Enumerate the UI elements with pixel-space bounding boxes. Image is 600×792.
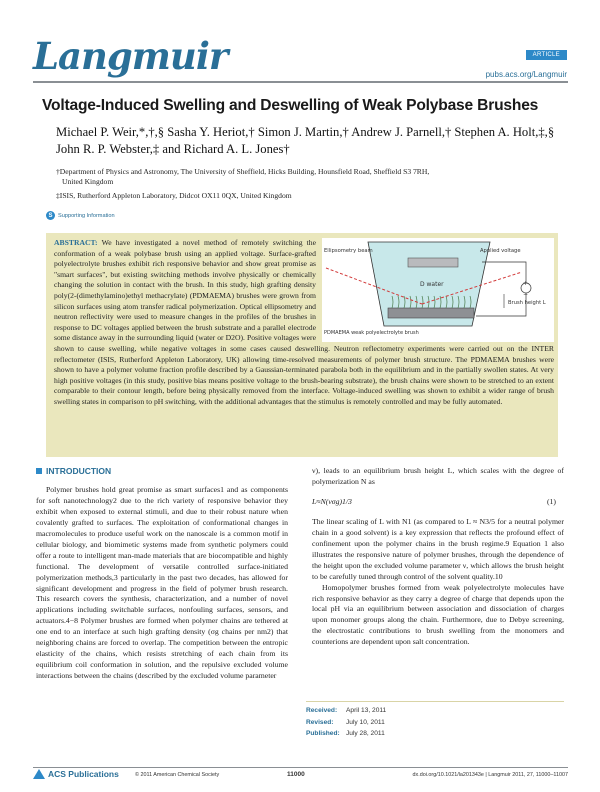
height-label: Brush height L xyxy=(508,300,546,306)
abstract-label: ABSTRACT: xyxy=(54,238,98,247)
intro-left-column xyxy=(36,466,288,682)
date-revised: Revised: July 10, 2011 xyxy=(306,718,385,726)
copyright: © 2011 American Chemical Society xyxy=(135,772,220,778)
plus-sign: + xyxy=(523,280,529,287)
footer-divider xyxy=(33,767,568,768)
equation-body: L≈N(νσg)1/3 xyxy=(312,496,352,506)
acs-logo-icon xyxy=(33,769,45,779)
section-heading-introduction: INTRODUCTION xyxy=(36,466,288,477)
abstract xyxy=(54,238,554,408)
authors-line-2: John R. P. Webster,‡ and Richard A. L. Jones† xyxy=(56,142,290,156)
article-type-badge: ARTICLE xyxy=(526,50,567,60)
voltage-label: Applied voltage xyxy=(480,248,521,254)
supporting-info-icon: S xyxy=(46,211,55,220)
intro-right-column xyxy=(312,466,564,648)
acs-publications-logo: ACS Publications xyxy=(33,769,119,779)
toc-diagram xyxy=(322,238,554,342)
water-label: D water xyxy=(420,281,444,288)
beam-label: Ellipsometry beam xyxy=(324,248,373,254)
intro-paragraph-3: The linear scaling of L with N1 (as compared to L ≈ N3/5 for a neutral polymer chain in a good solvent) is a key expression that reflects the profound effect of confinement upon the polymer chains in the brush regime.9 Equation 1 also illustrates the responsive nature of polymer brushes, through the dependence of the height upon the excluded volume parameter ν, which allows the brush height to be carefully tuned through control of the solvent quality.10 xyxy=(312,516,564,581)
author-list xyxy=(56,124,576,158)
intro-paragraph-2: ν), leads to an equilibrium brush height L, which scales with the degree of polymerization N as xyxy=(312,466,564,486)
article-title: Voltage-Induced Swelling and Deswelling of Weak Polybase Brushes xyxy=(42,97,539,114)
journal-url-link[interactable]: pubs.acs.org/Langmuir xyxy=(485,70,567,79)
date-published: Published: July 28, 2011 xyxy=(306,730,385,737)
affiliation-1: †Department of Physics and Astronomy, The University of Sheffield, Hicks Building, Hounsfield Road, Sheffield S3 7RH, xyxy=(56,167,430,176)
equation-1 xyxy=(312,488,564,517)
intro-paragraph-4: Homopolymer brushes formed from weak polyelectrolyte molecules have rich responsive behavior as they carry a degree of charge that depends upon the local pH via an equilibrium between association and dissociation of charges upon monomer groups along the chain. Furthermore, due to Debye screening, the electrostatic contributions to brush swelling from the monomers and counterions are dependent upon salt concentration. xyxy=(312,582,564,647)
affiliation-1-cont: United Kingdom xyxy=(62,177,114,186)
counter-electrode xyxy=(408,258,458,267)
page-number: 11000 xyxy=(287,771,305,778)
minus-sign: − xyxy=(523,291,529,298)
journal-title: Langmuir xyxy=(33,34,228,78)
doi-citation-link[interactable]: dx.doi.org/10.1021/la201343e | Langmuir 2011, 27, 11000–11007 xyxy=(412,772,568,778)
supporting-info-link[interactable] xyxy=(46,211,115,220)
affiliation-2: ‡ISIS, Rutherford Appleton Laboratory, Didcot OX11 0QX, United Kingdom xyxy=(56,191,292,200)
brush-label: PDMAEMA weak polyelectrolyte brush xyxy=(324,330,419,336)
date-received: Received: April 13, 2011 xyxy=(306,707,387,714)
authors-line-1: Michael P. Weir,*,†,§ Sasha Y. Heriot,† Simon J. Martin,† Andrew J. Parnell,† Stephen A. Holt,‡,§ xyxy=(56,125,555,139)
abstract-body: We have investigated a novel method of remotely switching the conformation of a weak polybase brush using an applied voltage. Surface-grafted polyelectrolyte brushes exhibit rich responsive behavior and show great promise as "smart surfaces", but existing switching methods involve physically or chemically changing the solution in contact with the brush. In this study, high grafting density poly(2-(dimethylamino)ethyl methacrylate) (PDMAEMA) brushes were grown from silicon surfaces using atom transfer radical polymerization. Optical ellipsometry and neutron reflectivity were used to measure changes in the profiles of the brushes in response to DC voltages applied between the brush substrate and a parallel electrode some distance away in the surrounding liquid (water or D2O). Positive voltages were shown to cause swelling, while negative voltages in some cases caused deswelling. Neutron reflectometry experiments were carried out on the INTER reflectometer (ISIS, Rutherford Appleton Laboratory, UK) allowing time-resolved measurements of polymer brush structure. The PDMAEMA brushes were shown to have a polymer volume fraction profile described by a Gaussian-terminated parabola both in the equilibrium and in the partially swollen states. At very high positive voltages (in this study, positive bias means positive voltage to the brush-bearing substrate), the brush chains were shown to be stretched to an extent comparable to their contour length, before being physically removed from the interface. Voltage-induced swelling was shown to exhibit a wider range of brush swelling states in comparison to pH switching, with the additional advantages that the stimulus is remotely controlled and may be fully automated. xyxy=(54,238,554,406)
toc-graphic xyxy=(322,238,554,342)
publication-dates xyxy=(306,701,564,740)
silicon-substrate xyxy=(388,308,474,318)
equation-number: (1) xyxy=(546,496,556,506)
supporting-info-label: Supporting Information xyxy=(58,212,115,219)
header-divider xyxy=(33,81,568,83)
section-bullet-icon xyxy=(36,468,42,474)
intro-paragraph-1: Polymer brushes hold great promise as smart surfaces1 and as components for soft nanotechnology2 due to the rich variety of responsive behavior they exhibit when exposed to external stimuli, and due to their robust nature when covalently grafted to surfaces. The exploitation of conformational changes in macromolecules to produce useful work on the nanoscale is a common motif in cellular biology, and biomimetic systems made from synthetic polymers could offer a route to intelligent man-made materials that are biocompatible and highly functional. The development of versatile controlled surface-initiated polymerization methods,3 particularly in the past two decades, has allowed for significant development and progress in the field of polymer brush research. This research covers the synthesis, characterization, and a number of novel applications including switchable surfaces, nonfouling surfaces, sensors, and actuators.4−8 Polymer brushes are formed when polymer chains are tethered at one end to an interface at such high grafting density (σg chains per nm2) that neighboring chains are forced to overlap. The competition between the entropic elasticity of the chains, which resists stretching of each chain from its equilibrium coil conformation in solution, and the repulsive excluded volume interactions between the chains (described by the excluded volume parameter xyxy=(36,484,288,681)
